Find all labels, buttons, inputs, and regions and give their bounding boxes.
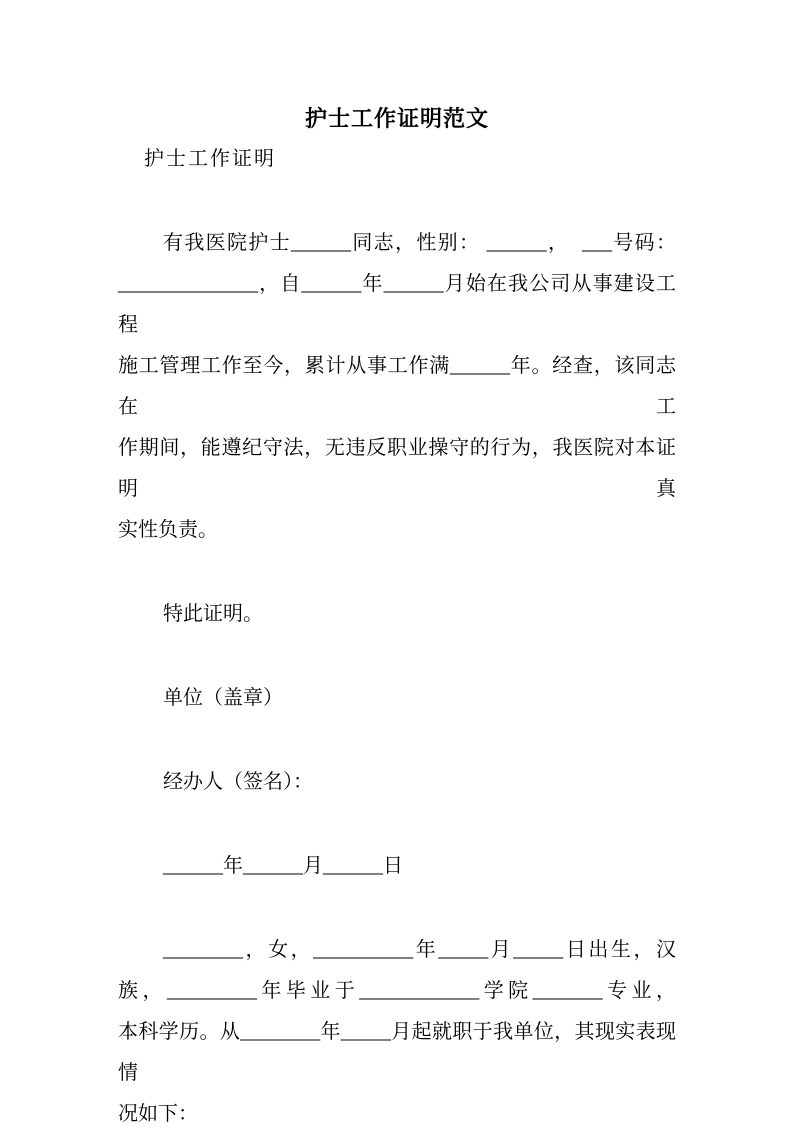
paragraph1-line-1: 有我医院护士______同志，性别： ______， ___号码： <box>163 232 676 254</box>
paragraph1-line-5: 实性负责。 <box>118 519 218 541</box>
document-subtitle: 护士工作证明 <box>144 148 276 170</box>
paragraph2-line-1: ________，女，__________年_____月_____日出生，汉 <box>163 939 676 961</box>
date-blank-line: ______年______月______日 <box>163 855 403 877</box>
paragraph1-line-4: 作期间，能遵纪守法，无违反职业操守的行为，我医院对本证明真 <box>118 437 676 500</box>
handler-signature-line: 经办人（签名）： <box>163 771 313 793</box>
paragraph2-line-2: 族，_________年毕业于____________学院_______专业， <box>118 980 676 1002</box>
unit-seal-line: 单位（盖章） <box>163 687 283 709</box>
document-title: 护士工作证明范文 <box>304 106 489 131</box>
paragraph1-line-3: 施工管理工作至今，累计从事工作满______年。经查，该同志在工 <box>118 355 676 418</box>
statement-line: 特此证明。 <box>163 603 263 625</box>
paragraph1-line-2: ______________，自______年______月始在我公司从事建设工程 <box>118 273 676 336</box>
paragraph2-line-4: 况如下： <box>118 1103 198 1125</box>
paragraph2-line-3: 本科学历。从________年_____月起就职于我单位，其现实表现情 <box>118 1021 676 1084</box>
paragraph-certificate-body <box>118 223 676 551</box>
paragraph-personal-info <box>118 930 676 1135</box>
